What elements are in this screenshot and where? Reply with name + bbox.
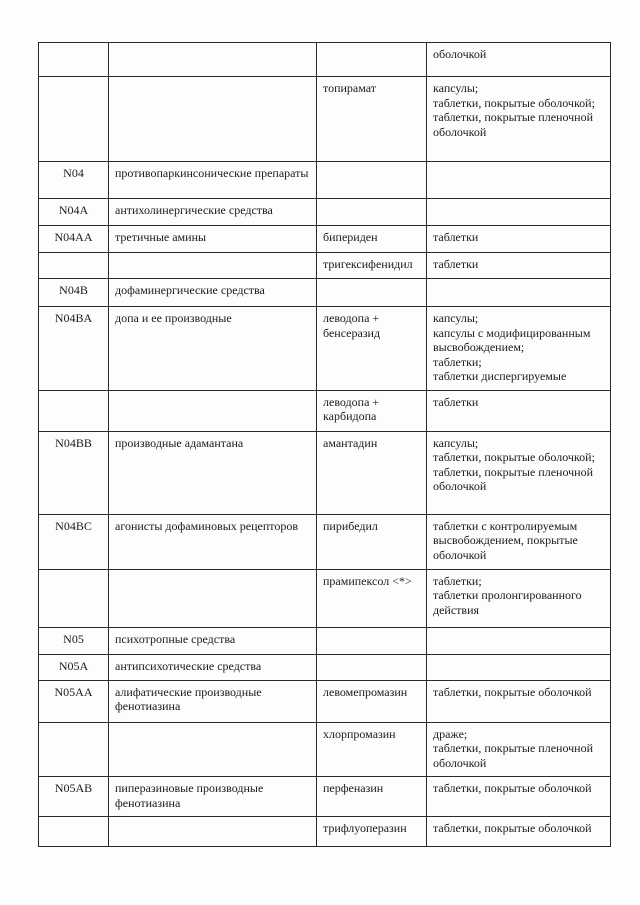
drug-name-cell bbox=[317, 162, 427, 199]
dosage-form-cell bbox=[427, 722, 611, 777]
drug-name-cell bbox=[317, 43, 427, 77]
drug-name-cell bbox=[317, 654, 427, 680]
dosage-form-cell bbox=[427, 569, 611, 627]
atc-code-cell bbox=[39, 43, 109, 77]
table-row bbox=[39, 279, 611, 307]
dosage-form-cell bbox=[427, 514, 611, 569]
group-name-cell: пиперазиновые производные фенотиазина bbox=[109, 777, 317, 817]
group-name-cell: психотропные средства bbox=[109, 627, 317, 654]
group-name-cell: производные адамантана bbox=[109, 431, 317, 514]
dosage-form-cell bbox=[427, 777, 611, 817]
atc-code-cell: N04B bbox=[39, 279, 109, 307]
drug-name-cell: левомепромазин bbox=[317, 680, 427, 722]
dosage-form-line: таблетки, покрытые оболочкой bbox=[433, 781, 592, 795]
dosage-form-cell bbox=[427, 43, 611, 77]
dosage-form-cell bbox=[427, 817, 611, 847]
group-name-cell: третичные амины bbox=[109, 226, 317, 253]
dosage-form-cell bbox=[427, 199, 611, 226]
dosage-form-line: таблетки; bbox=[433, 573, 482, 588]
table-row bbox=[39, 253, 611, 279]
dosage-form-line: капсулы с модифицированным высвобождением; bbox=[433, 325, 591, 354]
table-body bbox=[39, 43, 611, 847]
atc-code-cell bbox=[39, 253, 109, 279]
group-name-cell bbox=[109, 253, 317, 279]
dosage-form-cell bbox=[427, 627, 611, 654]
dosage-form-cell bbox=[427, 226, 611, 253]
drug-name-cell: бипериден bbox=[317, 226, 427, 253]
dosage-form-line: таблетки; bbox=[433, 354, 482, 369]
table-row bbox=[39, 43, 611, 77]
group-name-cell: агонисты дофаминовых рецепторов bbox=[109, 514, 317, 569]
atc-code-cell: N05AA bbox=[39, 680, 109, 722]
dosage-form-line: капсулы; bbox=[433, 81, 479, 95]
table-row bbox=[39, 514, 611, 569]
table-row bbox=[39, 307, 611, 391]
drug-name-cell: топирамат bbox=[317, 77, 427, 162]
table-row bbox=[39, 569, 611, 627]
table-row bbox=[39, 226, 611, 253]
dosage-form-line: таблетки bbox=[433, 230, 479, 244]
table-row bbox=[39, 654, 611, 680]
dosage-form-cell bbox=[427, 77, 611, 162]
dosage-form-cell bbox=[427, 279, 611, 307]
group-name-cell bbox=[109, 569, 317, 627]
dosage-form-line: таблетки с контролируемым высвобождением, покрытые оболочкой bbox=[433, 518, 578, 562]
atc-code-cell: N05AB bbox=[39, 777, 109, 817]
dosage-form-line: капсулы; bbox=[433, 311, 479, 325]
atc-code-cell bbox=[39, 722, 109, 777]
dosage-form-line: таблетки, покрытые оболочкой bbox=[433, 684, 592, 699]
atc-code-cell: N04BA bbox=[39, 307, 109, 391]
atc-code-cell: N05A bbox=[39, 654, 109, 680]
dosage-form-line: таблетки, покрытые оболочкой; bbox=[433, 450, 595, 464]
dosage-form-cell bbox=[427, 307, 611, 391]
table-row bbox=[39, 162, 611, 199]
drug-name-cell: тригексифенидил bbox=[317, 253, 427, 279]
dosage-form-line: таблетки, покрытые пленочной оболочкой bbox=[433, 110, 594, 139]
table-row bbox=[39, 777, 611, 817]
table-row bbox=[39, 722, 611, 777]
group-name-cell bbox=[109, 722, 317, 777]
atc-code-cell: N04BB bbox=[39, 431, 109, 514]
atc-code-cell bbox=[39, 569, 109, 627]
dosage-form-cell bbox=[427, 253, 611, 279]
table-row bbox=[39, 817, 611, 847]
group-name-cell: антихолинергические средства bbox=[109, 199, 317, 226]
group-name-cell bbox=[109, 817, 317, 847]
group-name-cell bbox=[109, 77, 317, 162]
group-name-cell: противопаркинсонические препараты bbox=[109, 162, 317, 199]
dosage-form-line: таблетки, покрытые оболочкой; bbox=[433, 95, 595, 110]
drug-name-cell bbox=[317, 279, 427, 307]
atc-code-cell: N04A bbox=[39, 199, 109, 226]
drug-name-cell: перфеназин bbox=[317, 777, 427, 817]
atc-code-cell bbox=[39, 817, 109, 847]
table-row bbox=[39, 199, 611, 226]
atc-code-cell: N04AA bbox=[39, 226, 109, 253]
atc-code-cell: N05 bbox=[39, 627, 109, 654]
dosage-form-cell bbox=[427, 654, 611, 680]
dosage-form-cell bbox=[427, 390, 611, 431]
atc-code-cell bbox=[39, 77, 109, 162]
drug-name-cell bbox=[317, 199, 427, 226]
group-name-cell bbox=[109, 43, 317, 77]
dosage-form-line: таблетки, покрытые оболочкой bbox=[433, 821, 592, 835]
group-name-cell: допа и ее производные bbox=[109, 307, 317, 391]
atc-code-cell bbox=[39, 390, 109, 431]
group-name-cell: дофаминергические средства bbox=[109, 279, 317, 307]
dosage-form-cell bbox=[427, 431, 611, 514]
dosage-form-line: таблетки, покрытые пленочной оболочкой bbox=[433, 464, 594, 493]
dosage-form-line: драже; bbox=[433, 726, 468, 741]
drug-name-cell: пирибедил bbox=[317, 514, 427, 569]
drug-name-cell: прамипексол <*> bbox=[317, 569, 427, 627]
drug-name-cell: хлорпромазин bbox=[317, 722, 427, 777]
table-row bbox=[39, 77, 611, 162]
group-name-cell: алифатические производные фенотиазина bbox=[109, 680, 317, 722]
dosage-form-cell bbox=[427, 680, 611, 722]
dosage-form-line: таблетки bbox=[433, 257, 479, 271]
atc-code-cell: N04BC bbox=[39, 514, 109, 569]
dosage-form-line: таблетки пролонгированного действия bbox=[433, 588, 582, 617]
table-row bbox=[39, 390, 611, 431]
table-row bbox=[39, 431, 611, 514]
table-row bbox=[39, 627, 611, 654]
dosage-form-line: таблетки диспергируемые bbox=[433, 369, 567, 383]
drug-name-cell: трифлуоперазин bbox=[317, 817, 427, 847]
dosage-form-line: таблетки, покрытые пленочной оболочкой bbox=[433, 741, 594, 770]
drug-name-cell bbox=[317, 627, 427, 654]
atc-code-cell: N04 bbox=[39, 162, 109, 199]
medication-table bbox=[38, 42, 611, 847]
group-name-cell bbox=[109, 390, 317, 431]
drug-name-cell: леводопа + бенсеразид bbox=[317, 307, 427, 391]
drug-name-cell: амантадин bbox=[317, 431, 427, 514]
dosage-form-line: таблетки bbox=[433, 394, 479, 409]
table-row bbox=[39, 680, 611, 722]
dosage-form-line: оболочкой bbox=[433, 47, 487, 61]
dosage-form-cell bbox=[427, 162, 611, 199]
group-name-cell: антипсихотические средства bbox=[109, 654, 317, 680]
dosage-form-line: капсулы; bbox=[433, 435, 479, 450]
drug-name-cell: леводопа + карбидопа bbox=[317, 390, 427, 431]
